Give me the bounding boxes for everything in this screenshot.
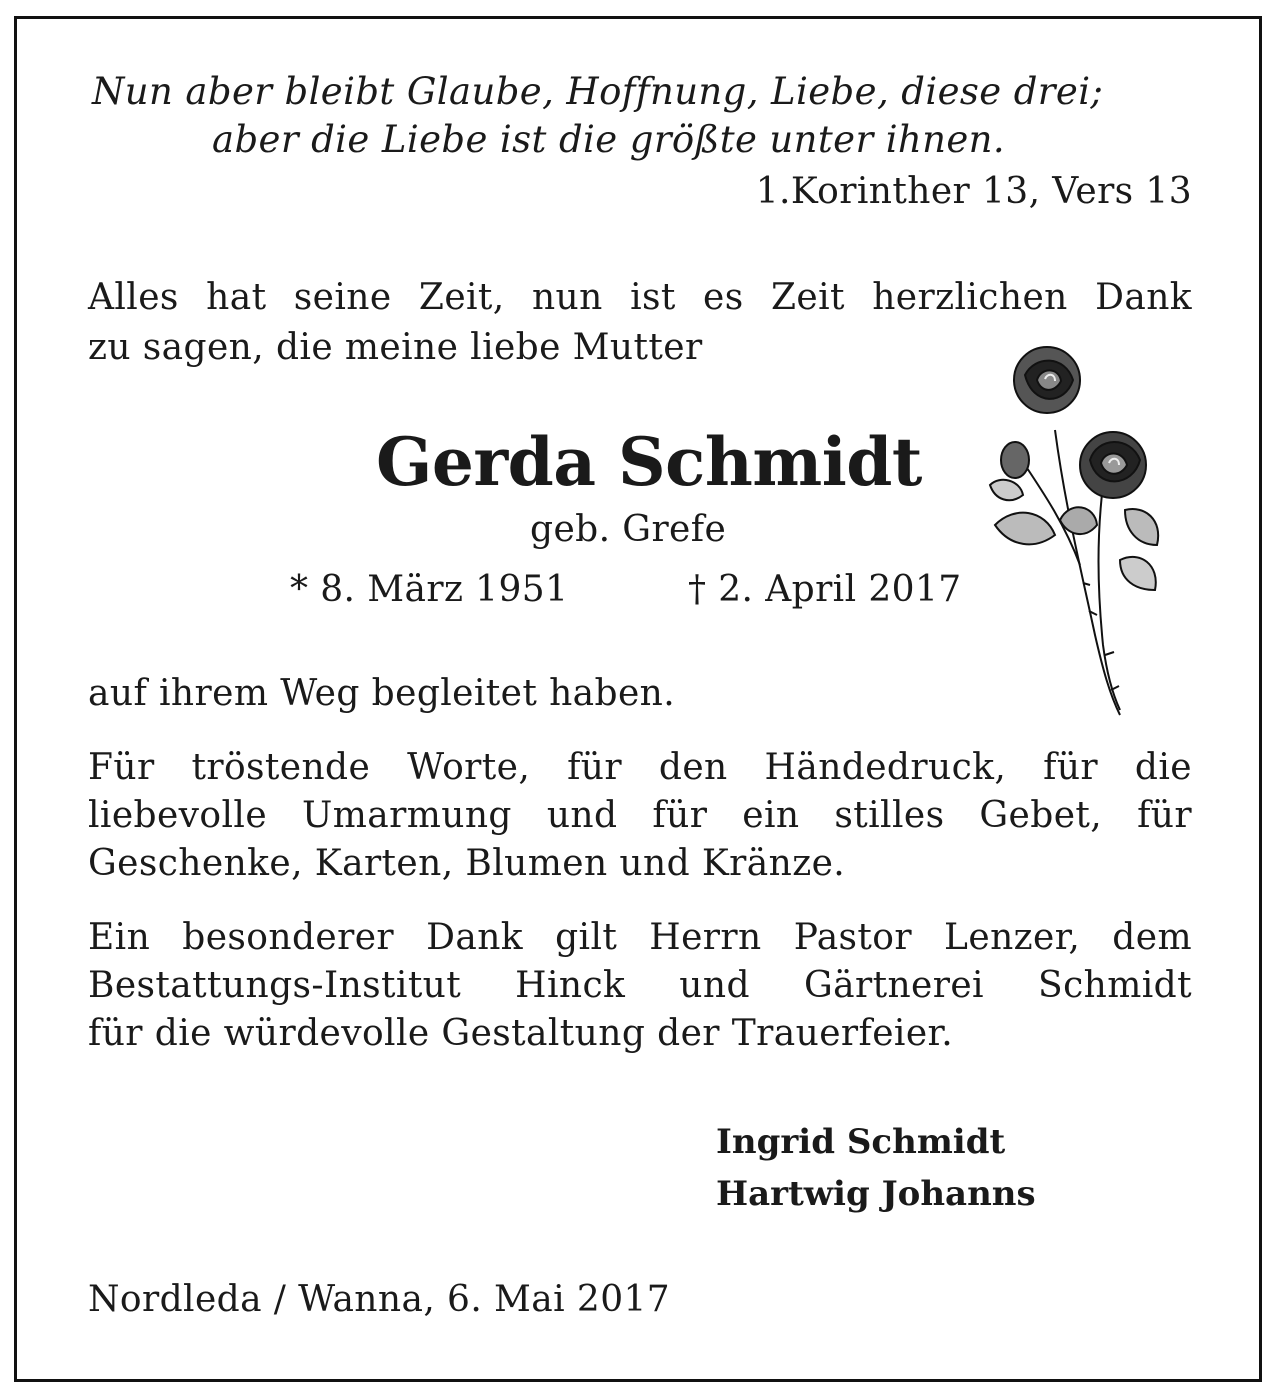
signature-2: Hartwig Johanns	[716, 1174, 1036, 1214]
birth-date: * 8. März 1951	[290, 569, 569, 610]
maiden-name: geb. Grefe	[530, 509, 727, 550]
thanks-line-3: Geschenke, Karten, Blumen und Kränze.	[88, 843, 846, 884]
place-date: Nordleda / Wanna, 6. Mai 2017	[88, 1279, 671, 1320]
roses-icon	[985, 335, 1165, 720]
intro-line-2: zu sagen, die meine liebe Mutter	[88, 327, 703, 368]
continuation-line: auf ihrem Weg begleitet haben.	[88, 673, 676, 714]
special-thanks-line-2: Bestattungs-Institut Hinck und Gärtnerei Schmidt	[88, 965, 1192, 1006]
intro-line-1: Alles hat seine Zeit, nun ist es Zeit herzlichen Dank	[88, 277, 1192, 318]
thanks-line-1: Für tröstende Worte, für den Händedruck, für die	[88, 747, 1192, 788]
deceased-name: Gerda Schmidt	[376, 423, 922, 501]
verse-line-1: Nun aber bleibt Glaube, Hoffnung, Liebe, diese drei;	[92, 70, 1104, 113]
verse-line-2: aber die Liebe ist die größte unter ihnen.	[212, 118, 1006, 161]
thanks-line-2: liebevolle Umarmung und für ein stilles Gebet, für	[88, 795, 1192, 836]
death-date: † 2. April 2017	[688, 569, 962, 610]
special-thanks-line-3: für die würdevolle Gestaltung der Trauerfeier.	[88, 1013, 954, 1054]
special-thanks-line-1: Ein besonderer Dank gilt Herrn Pastor Lenzer, dem	[88, 917, 1192, 958]
signature-1: Ingrid Schmidt	[716, 1122, 1006, 1162]
verse-reference: 1.Korinther 13, Vers 13	[755, 171, 1192, 212]
